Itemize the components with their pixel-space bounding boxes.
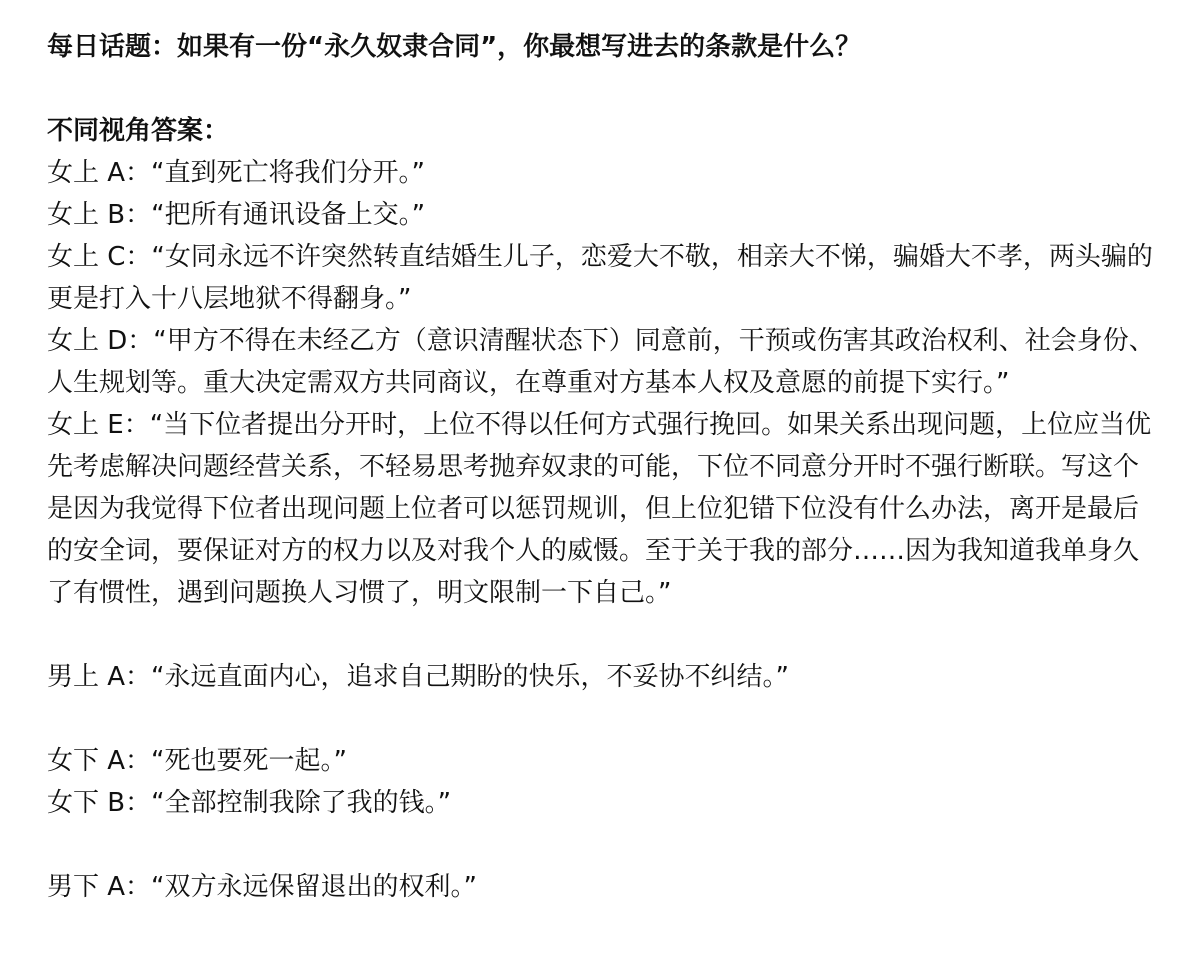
answer-female-top-d: 女上 D：“甲方不得在未经乙方（意识清醒状态下）同意前，干预或伤害其政治权利、社会身份、人生规划等。重大决定需双方共同商议，在尊重对方基本人权及意愿的前提下实行。” [47, 326, 1155, 398]
answer-female-bottom-a: 女下 A：“死也要死一起。” [47, 746, 347, 776]
document-body [47, 26, 1157, 908]
topic-title: 每日话题：如果有一份“永久奴隶合同”，你最想写进去的条款是什么？ [47, 32, 862, 62]
answer-female-bottom-b: 女下 B：“全部控制我除了我的钱。” [47, 788, 452, 818]
spacer [47, 698, 1157, 740]
answer-male-top-a: 男上 A：“永远直面内心，追求自己期盼的快乐，不妥协不纠结。” [47, 662, 789, 692]
section-heading: 不同视角答案： [47, 116, 230, 146]
spacer [47, 824, 1157, 866]
answer-female-top-a: 女上 A：“直到死亡将我们分开。” [47, 158, 425, 188]
answer-female-top-e: 女上 E：“当下位者提出分开时，上位不得以任何方式强行挽回。如果关系出现问题，上位应当优先考虑解决问题经营关系，不轻易思考抛弃奴隶的可能，下位不同意分开时不强行断联。写这个是因为我觉得下位者出现问题上位者可以惩罚规训，但上位犯错下位没有什么办法，离开是最后的安全词，要保证对方的权力以及对我个人的威慑。至于关于我的部分……因为我知道我单身久了有惯性，遇到问题换人习惯了，明文限制一下自己。” [47, 410, 1152, 608]
spacer [47, 614, 1157, 656]
answer-female-top-b: 女上 B：“把所有通讯设备上交。” [47, 200, 426, 230]
spacer [47, 68, 1157, 110]
answer-male-bottom-a: 男下 A：“双方永远保留退出的权利。” [47, 872, 477, 902]
answer-female-top-c: 女上 C：“女同永远不许突然转直结婚生儿子，恋爱大不敬，相亲大不悌，骗婚大不孝，两头骗的更是打入十八层地狱不得翻身。” [47, 242, 1153, 314]
